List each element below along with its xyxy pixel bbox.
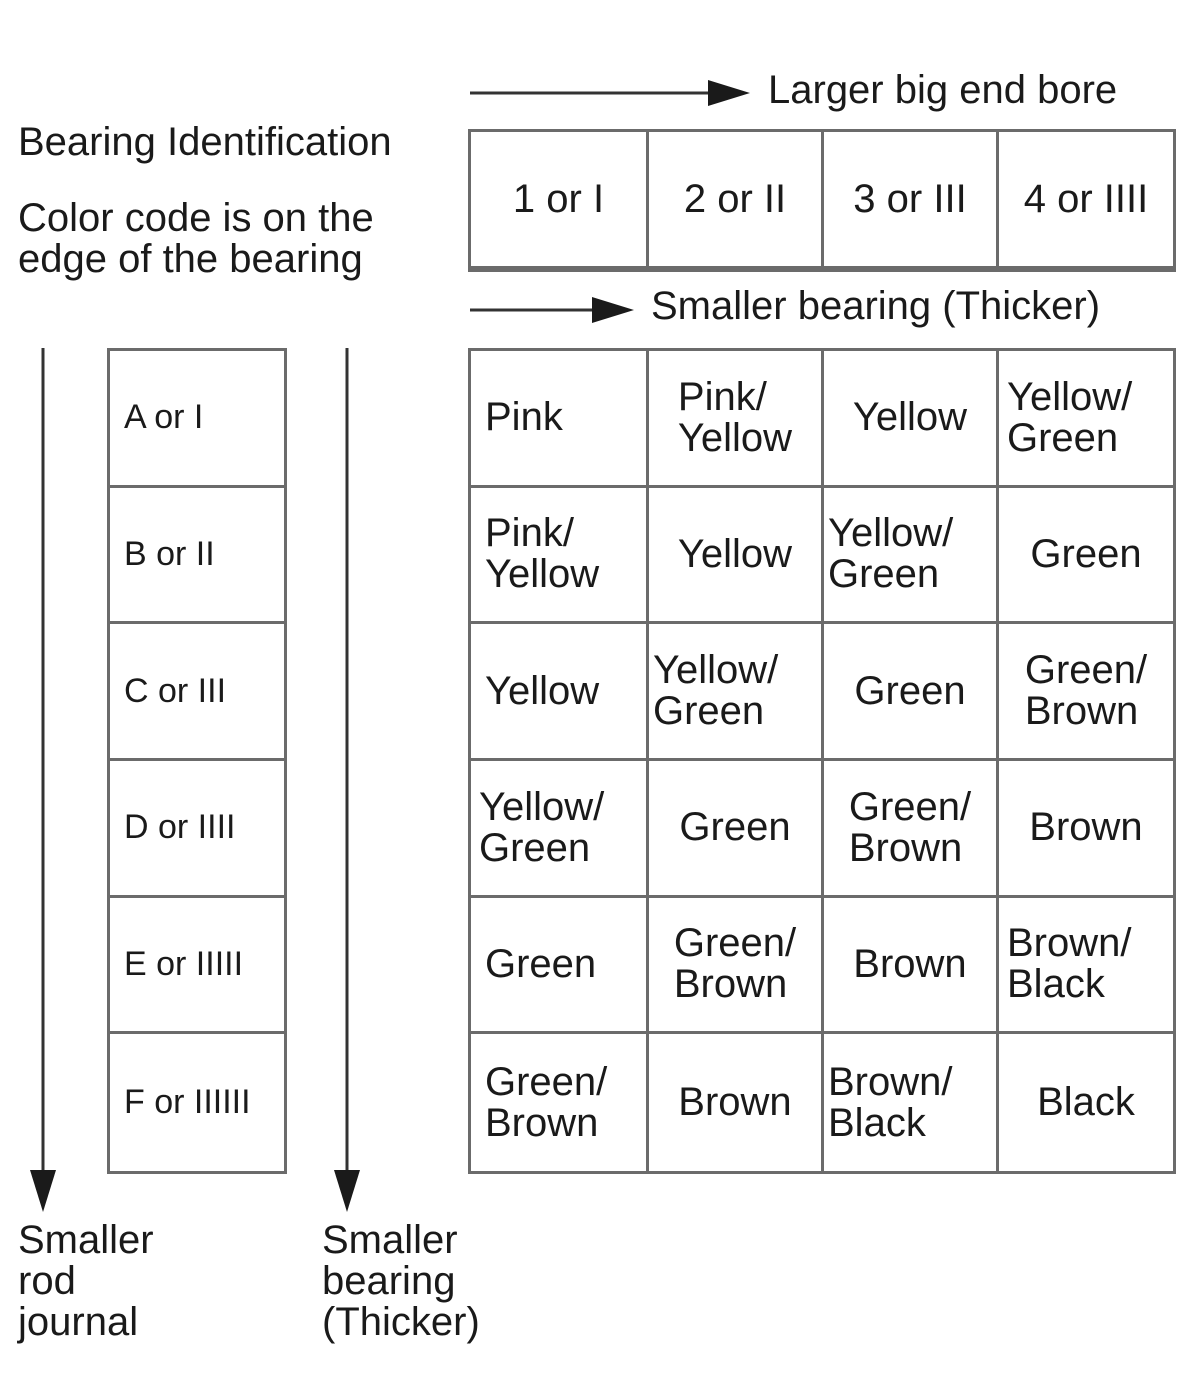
larger-bore-arrow <box>470 80 750 106</box>
page-title: Bearing Identification <box>18 120 392 164</box>
row-header: A or I <box>110 351 284 488</box>
top-arrow-label: Larger big end bore <box>768 68 1118 112</box>
color-cell: Yellow <box>471 624 649 761</box>
color-cell: Yellow <box>649 488 824 625</box>
thicker-bearing-arrow-vertical <box>334 348 360 1212</box>
row-header: F or IIIIII <box>124 1083 251 1122</box>
right-arrow-label: Smaller bearing (Thicker) <box>322 1218 480 1344</box>
color-cell: Yellow/ Green <box>471 761 649 898</box>
color-cell: Green/ Brown <box>471 1034 649 1171</box>
column-header: 2 or II <box>649 132 824 269</box>
journal-grade-table <box>107 348 287 1174</box>
row-header: E or IIIII <box>110 898 284 1035</box>
mid-arrow-label: Smaller bearing (Thicker) <box>651 284 1101 328</box>
row-header: C or III <box>110 624 284 761</box>
color-cell: Black <box>1037 1080 1135 1125</box>
color-cell: Yellow/ Green <box>824 488 999 625</box>
column-header: 1 or I <box>471 132 649 269</box>
color-cell: Green <box>999 488 1173 625</box>
left-arrow-label: Smaller rod journal <box>18 1218 154 1344</box>
color-cell: Green <box>824 624 999 761</box>
color-cell: Green <box>649 761 824 898</box>
color-cell: Brown <box>999 761 1173 898</box>
color-cell: Brown/ Black <box>999 898 1173 1035</box>
color-cell: Pink <box>471 351 649 488</box>
color-cell: Green/ Brown <box>649 898 824 1035</box>
color-cell: Pink/ Yellow <box>471 488 649 625</box>
smaller-journal-arrow <box>30 348 56 1212</box>
color-cell: Green/ Brown <box>824 761 999 898</box>
thicker-bearing-arrow-horizontal <box>470 297 634 323</box>
color-cell: Brown <box>824 898 999 1035</box>
color-cell: Yellow/ Green <box>649 624 824 761</box>
column-header: 3 or III <box>824 132 999 269</box>
row-header: B or II <box>110 488 284 625</box>
color-cell: Green <box>471 898 649 1035</box>
color-cell: Yellow/ Green <box>999 351 1173 488</box>
color-cell: Green/ Brown <box>999 624 1173 761</box>
color-code-note: Color code is on the edge of the bearing <box>18 196 374 281</box>
color-cell: Brown <box>649 1034 824 1171</box>
column-header: 4 or IIII <box>999 132 1173 269</box>
bearing-color-table <box>468 348 1176 1174</box>
color-cell: Yellow <box>824 351 999 488</box>
bore-grade-header-table <box>468 129 1176 272</box>
color-cell: Brown/ Black <box>824 1034 999 1171</box>
row-header: D or IIII <box>110 761 284 898</box>
color-cell: Pink/ Yellow <box>649 351 824 488</box>
